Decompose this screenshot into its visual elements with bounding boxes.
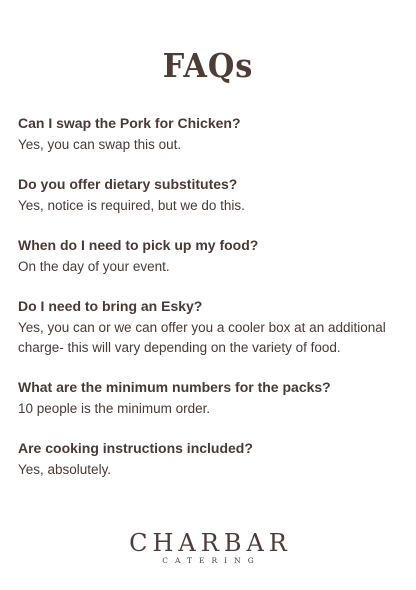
faq-question: Do I need to bring an Esky? (18, 298, 203, 314)
faq-item (18, 378, 398, 419)
faq-answer: Yes, absolutely. (18, 462, 112, 477)
faq-item (18, 175, 398, 216)
faq-question: When do I need to pick up my food? (18, 237, 259, 253)
faq-item (18, 439, 398, 480)
faq-item (18, 114, 398, 155)
faq-question: Are cooking instructions included? (18, 440, 253, 456)
faq-item (18, 297, 398, 358)
charbar-logo (0, 530, 416, 566)
logo-tagline: CATERING (162, 556, 261, 565)
logo-name: CHARBAR (129, 529, 292, 557)
faq-answer: Yes, you can or we can offer you a cooler box at an additional charge- this will vary depending on the variety of food. (18, 320, 386, 355)
faq-question: What are the minimum numbers for the packs? (18, 379, 331, 395)
faq-answer: 10 people is the minimum order. (18, 401, 211, 416)
faq-answer: On the day of your event. (18, 259, 170, 274)
faq-list (18, 114, 398, 500)
faq-item (18, 236, 398, 277)
faq-answer: Yes, notice is required, but we do this. (18, 198, 245, 213)
page-title: FAQs (162, 46, 254, 85)
faq-question: Can I swap the Pork for Chicken? (18, 115, 241, 131)
faq-answer: Yes, you can swap this out. (18, 137, 182, 152)
faq-question: Do you offer dietary substitutes? (18, 176, 238, 192)
